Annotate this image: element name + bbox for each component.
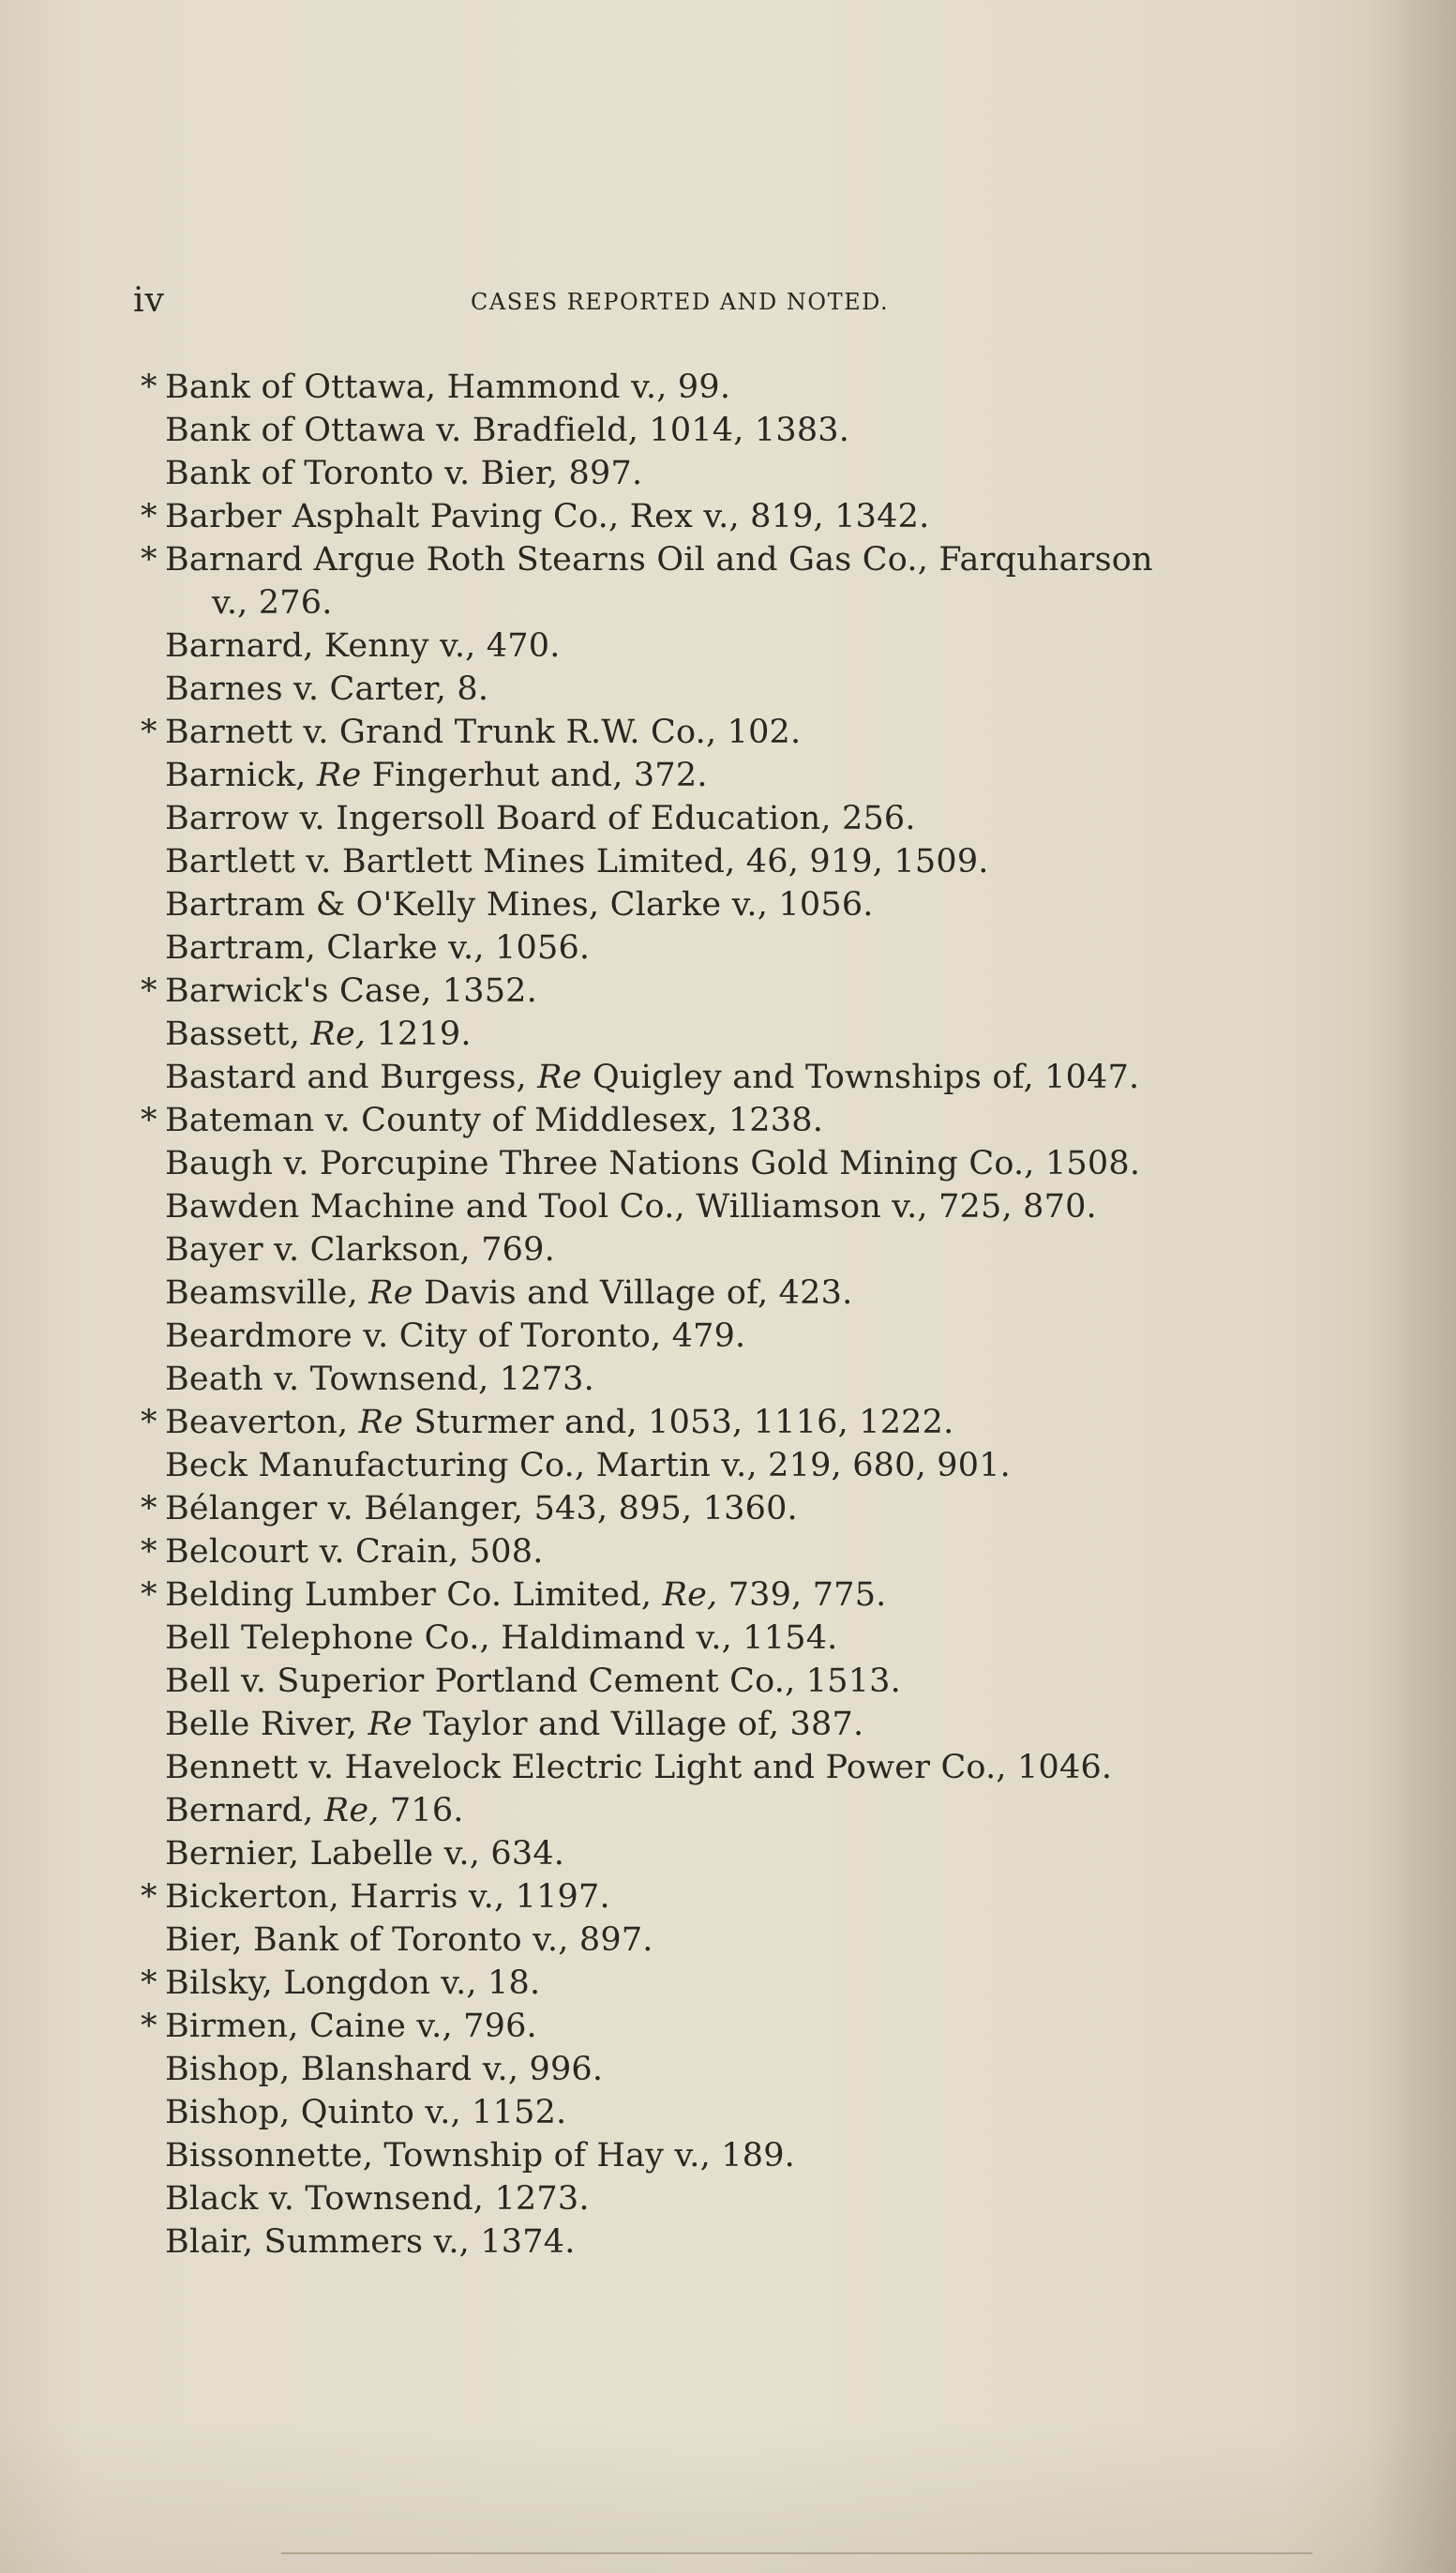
citation-part: Taylor and Village of, 387. <box>412 1706 864 1743</box>
case-index-entry <box>141 452 1266 495</box>
case-citation: Bier, Bank of Toronto v., 897. <box>165 1921 653 1959</box>
case-citation: Bank of Ottawa v. Bradfield, 1014, 1383. <box>165 412 850 449</box>
case-citation <box>165 1573 887 1617</box>
citation-part: Belle River, <box>165 1706 368 1743</box>
case-citation: Bank of Toronto v. Bier, 897. <box>165 455 643 492</box>
re-italic: Re <box>537 1059 582 1096</box>
case-index-entry <box>141 2005 1266 2048</box>
reported-case-asterisk: * <box>141 1102 158 1139</box>
case-index-entry <box>141 1271 1266 1315</box>
case-citation: Barnett v. Grand Trunk R.W. Co., 102. <box>165 714 802 751</box>
citation-part: Bernard, <box>165 1792 324 1829</box>
case-index-entry <box>141 711 1266 754</box>
reported-case-asterisk: * <box>141 1490 158 1527</box>
case-citation: Bernier, Labelle v., 634. <box>165 1835 565 1873</box>
reported-case-asterisk: * <box>141 1964 158 2002</box>
case-index-entry <box>141 668 1266 711</box>
case-index-entry <box>141 2091 1266 2134</box>
case-citation: Bell v. Superior Portland Cement Co., 1513. <box>165 1663 901 1700</box>
running-head: CASES REPORTED AND NOTED. <box>471 289 890 315</box>
case-citation: Barber Asphalt Paving Co., Rex v., 819, 1342. <box>165 498 930 535</box>
case-citation: Bank of Ottawa, Hammond v., 99. <box>165 369 731 406</box>
citation-part: Beaverton, <box>165 1404 359 1441</box>
case-index-entry <box>141 883 1266 926</box>
case-citation: Bickerton, Harris v., 1197. <box>165 1878 610 1916</box>
citation-part: Beamsville, <box>165 1274 369 1312</box>
citation-part: Fingerhut and, 372. <box>361 757 708 794</box>
citation-continuation: v., 276. <box>212 584 333 622</box>
case-citation: Bishop, Blanshard v., 996. <box>165 2051 604 2088</box>
case-citation: Belcourt v. Crain, 508. <box>165 1533 544 1571</box>
case-citation: Barwick's Case, 1352. <box>165 972 537 1010</box>
re-italic: Re <box>358 1404 404 1441</box>
case-citation: Bartram & O'Kelly Mines, Clarke v., 1056. <box>165 886 874 924</box>
re-italic: Re <box>316 757 362 794</box>
case-citation: Bayer v. Clarkson, 769. <box>165 1231 555 1269</box>
case-citation: Baugh v. Porcupine Three Nations Gold Mining Co., 1508. <box>165 1145 1141 1182</box>
case-citation: Barnes v. Carter, 8. <box>165 670 489 708</box>
case-index-entry <box>141 2134 1266 2177</box>
case-citation <box>165 754 708 797</box>
case-index-entry <box>141 1746 1266 1789</box>
citation-part: Belding Lumber Co. Limited, <box>165 1576 663 1614</box>
case-citation <box>165 1789 464 1832</box>
case-index-entry <box>141 840 1266 883</box>
case-citation: Bélanger v. Bélanger, 543, 895, 1360. <box>165 1490 798 1527</box>
case-citation: Bennett v. Havelock Electric Light and Power Co., 1046. <box>165 1749 1113 1786</box>
case-citation: Blair, Summers v., 1374. <box>165 2223 576 2261</box>
case-citation: Beck Manufacturing Co., Martin v., 219, 680, 901. <box>165 1447 1011 1484</box>
re-italic: Re, <box>323 1792 380 1829</box>
re-italic: Re <box>368 1274 413 1312</box>
case-citation: Beardmore v. City of Toronto, 479. <box>165 1317 746 1355</box>
case-index-entry <box>141 495 1266 538</box>
case-citation: Bilsky, Longdon v., 18. <box>165 1964 541 2002</box>
spine-shadow <box>1372 0 1456 2573</box>
case-index-entry <box>141 1617 1266 1660</box>
case-index-entry <box>141 1013 1266 1056</box>
case-index-entry <box>141 1315 1266 1358</box>
citation-part: Sturmer and, 1053, 1116, 1222. <box>403 1404 954 1441</box>
case-index-entry <box>141 1358 1266 1401</box>
citation-part: Bastard and Burgess, <box>165 1059 538 1096</box>
page-number: iv <box>133 281 165 320</box>
page-header <box>133 281 1239 319</box>
case-index-entry <box>141 754 1266 797</box>
citation-part: 1219. <box>366 1016 472 1053</box>
case-index-entry <box>141 1142 1266 1185</box>
case-index-entry <box>141 797 1266 840</box>
case-citation <box>165 1056 1139 1099</box>
case-citation: Black v. Townsend, 1273. <box>165 2180 590 2218</box>
case-index-entry <box>141 1875 1266 1918</box>
case-citation: Barnard Argue Roth Stearns Oil and Gas Co., Farquharson <box>165 541 1153 579</box>
case-index-entry <box>141 1099 1266 1142</box>
case-citation: Birmen, Caine v., 796. <box>165 2008 537 2045</box>
case-index-entry <box>141 624 1266 668</box>
case-citation <box>165 1271 852 1315</box>
case-index-entry <box>141 1444 1266 1487</box>
case-citation <box>165 1703 863 1746</box>
case-index-list <box>141 366 1266 2264</box>
case-index-entry <box>141 926 1266 970</box>
reported-case-asterisk: * <box>141 972 158 1010</box>
case-citation <box>165 1013 472 1056</box>
case-citation: Bawden Machine and Tool Co., Williamson v., 725, 870. <box>165 1188 1097 1226</box>
case-index-entry <box>141 538 1266 624</box>
page-bottom-edge <box>281 2552 1313 2554</box>
case-citation: Bateman v. County of Middlesex, 1238. <box>165 1102 824 1139</box>
case-citation: Bishop, Quinto v., 1152. <box>165 2094 567 2131</box>
reported-case-asterisk: * <box>141 1878 158 1916</box>
case-citation: Bartram, Clarke v., 1056. <box>165 929 591 967</box>
case-index-entry <box>141 1832 1266 1875</box>
citation-part: 739, 775. <box>717 1576 887 1614</box>
reported-case-asterisk: * <box>141 1576 158 1614</box>
reported-case-asterisk: * <box>141 714 158 751</box>
case-index-entry <box>141 1962 1266 2005</box>
case-index-entry <box>141 409 1266 452</box>
case-index-entry <box>141 1660 1266 1703</box>
case-index-entry <box>141 970 1266 1013</box>
reported-case-asterisk: * <box>141 1533 158 1571</box>
reported-case-asterisk: * <box>141 541 158 579</box>
case-index-entry <box>141 1918 1266 1962</box>
case-index-entry <box>141 1530 1266 1573</box>
case-citation: Beath v. Townsend, 1273. <box>165 1361 594 1398</box>
case-citation <box>165 1401 953 1444</box>
case-index-entry <box>141 2177 1266 2220</box>
case-citation: Bissonnette, Township of Hay v., 189. <box>165 2137 795 2174</box>
case-index-entry <box>141 1703 1266 1746</box>
case-citation: Barnard, Kenny v., 470. <box>165 627 561 665</box>
case-index-entry <box>141 1228 1266 1271</box>
case-index-entry <box>141 2048 1266 2091</box>
re-italic: Re <box>368 1706 413 1743</box>
case-index-entry <box>141 2220 1266 2264</box>
reported-case-asterisk: * <box>141 498 158 535</box>
case-citation: Bell Telephone Co., Haldimand v., 1154. <box>165 1619 838 1657</box>
case-citation: Barrow v. Ingersoll Board of Education, 256. <box>165 800 916 837</box>
case-index-entry <box>141 1056 1266 1099</box>
case-citation: Bartlett v. Bartlett Mines Limited, 46, 919, 1509. <box>165 843 989 880</box>
citation-part: 716. <box>379 1792 464 1829</box>
citation-part: Barnick, <box>165 757 317 794</box>
case-index-entry <box>141 1573 1266 1617</box>
case-index-entry <box>141 366 1266 409</box>
case-index-entry <box>141 1487 1266 1530</box>
reported-case-asterisk: * <box>141 1404 158 1441</box>
reported-case-asterisk: * <box>141 2008 158 2045</box>
citation-part: Bassett, <box>165 1016 311 1053</box>
case-index-entry <box>141 1789 1266 1832</box>
re-italic: Re, <box>310 1016 367 1053</box>
reported-case-asterisk: * <box>141 369 158 406</box>
citation-part: Davis and Village of, 423. <box>413 1274 853 1312</box>
re-italic: Re, <box>662 1576 718 1614</box>
case-index-entry <box>141 1401 1266 1444</box>
citation-part: Quigley and Townships of, 1047. <box>581 1059 1140 1096</box>
case-index-entry <box>141 1185 1266 1228</box>
